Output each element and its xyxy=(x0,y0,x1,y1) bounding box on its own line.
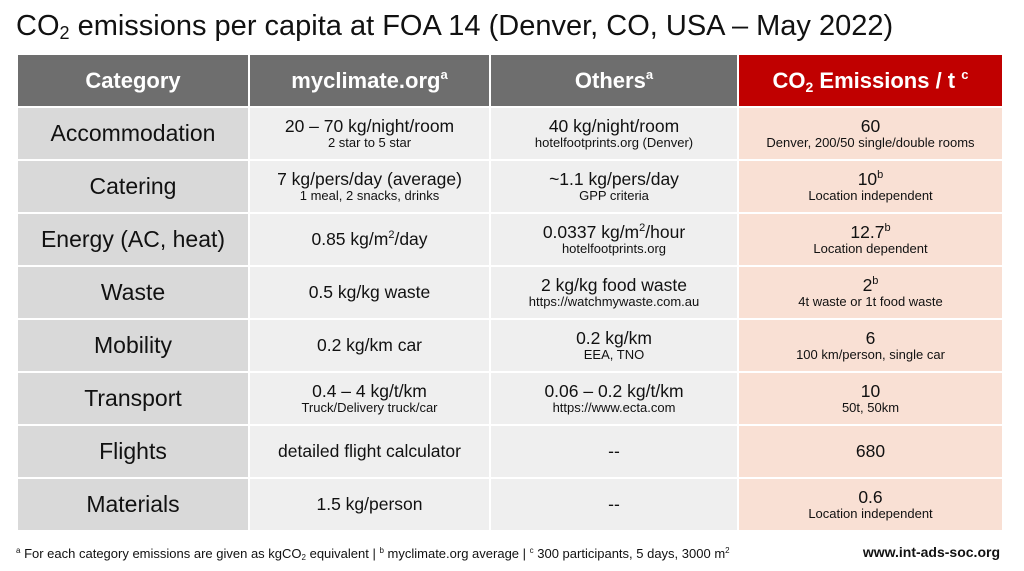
category-cell: Mobility xyxy=(17,319,249,372)
others-cell xyxy=(490,213,738,266)
cell-value: 0.2 kg/km xyxy=(576,327,652,348)
cell-value: 0.5 kg/kg waste xyxy=(308,282,431,303)
cell-value: 6 xyxy=(865,327,876,348)
emissions-cell xyxy=(738,213,1003,266)
cell-value: 0.0337 $kg/m^2$/hour xyxy=(542,221,686,242)
cell-note: EEA, TNO xyxy=(583,347,645,363)
cell-value: 0.85 $kg/m^2$/day xyxy=(311,229,428,250)
table-row xyxy=(17,478,1003,531)
table-header-row xyxy=(17,55,1003,107)
cell-value: 12.7$^b$ xyxy=(850,221,891,242)
others-cell xyxy=(490,372,738,425)
cell-note: 1 meal, 2 snacks, drinks xyxy=(299,188,440,204)
cell-note: GPP criteria xyxy=(579,188,649,204)
cell-note: 50t, 50km xyxy=(841,400,900,416)
category-cell: Transport xyxy=(17,372,249,425)
myclimate-cell xyxy=(249,319,490,372)
myclimate-cell xyxy=(249,160,490,213)
emissions-cell xyxy=(738,266,1003,319)
cell-value: 1.5 kg/person xyxy=(316,494,423,515)
emissions-cell xyxy=(738,372,1003,425)
emissions-cell xyxy=(738,319,1003,372)
table-row xyxy=(17,319,1003,372)
emissions-cell xyxy=(738,425,1003,478)
table-row xyxy=(17,266,1003,319)
cell-note: Location dependent xyxy=(813,241,928,257)
cell-value: 0.4 – 4 kg/t/km xyxy=(312,380,427,401)
table-row xyxy=(17,213,1003,266)
table-row xyxy=(17,107,1003,160)
cell-note: 100 km/person, single car xyxy=(796,347,945,363)
others-cell xyxy=(490,107,738,160)
cell-note: Location independent xyxy=(808,188,933,204)
myclimate-cell xyxy=(249,107,490,160)
header-emissions: $CO_2$ Emissions / t $^c$ xyxy=(738,55,1003,107)
category-cell: Accommodation xyxy=(17,107,249,160)
website-label: www.int-ads-soc.org xyxy=(862,544,1000,560)
cell-value: detailed flight calculator xyxy=(278,441,461,462)
slide-title: $CO_2$ emissions per capita at FOA 14 (Denver, CO, USA – May 2022) xyxy=(16,10,894,43)
cell-value: 7 kg/pers/day (average) xyxy=(277,168,462,189)
cell-value: -- xyxy=(608,441,620,462)
others-cell xyxy=(490,160,738,213)
cell-note: https://watchmywaste.com.au xyxy=(528,294,700,310)
cell-note: https://www.ecta.com xyxy=(552,400,676,416)
myclimate-cell xyxy=(249,372,490,425)
myclimate-cell xyxy=(249,425,490,478)
cell-value: 2 kg/kg food waste xyxy=(541,274,687,295)
header-others: Others$^a$ xyxy=(490,55,738,107)
cell-value: 680 xyxy=(855,441,886,462)
emissions-cell xyxy=(738,107,1003,160)
table-row xyxy=(17,425,1003,478)
category-cell: Materials xyxy=(17,478,249,531)
table-row xyxy=(17,160,1003,213)
cell-value: ~1.1 kg/pers/day xyxy=(549,168,679,189)
cell-value: 0.06 – 0.2 kg/t/km xyxy=(544,380,684,401)
emissions-cell xyxy=(738,160,1003,213)
cell-value: 40 kg/night/room xyxy=(548,115,680,136)
table-row xyxy=(17,372,1003,425)
cell-value: 0.2 kg/km car xyxy=(316,335,423,356)
category-cell: Energy (AC, heat) xyxy=(17,213,249,266)
category-cell: Flights xyxy=(17,425,249,478)
cell-value: 10 xyxy=(860,380,881,401)
header-myclimate: myclimate.org$^a$ xyxy=(249,55,490,107)
others-cell xyxy=(490,319,738,372)
category-cell: Waste xyxy=(17,266,249,319)
emissions-table xyxy=(16,55,1004,532)
cell-note: 4t waste or 1t food waste xyxy=(798,294,943,310)
others-cell xyxy=(490,266,738,319)
cell-value: 20 – 70 kg/night/room xyxy=(284,115,455,136)
cell-value: 60 xyxy=(860,115,881,136)
myclimate-cell xyxy=(249,478,490,531)
cell-note: 2 star to 5 star xyxy=(327,135,412,151)
cell-value: -- xyxy=(608,494,620,515)
cell-value: 0.6 xyxy=(858,486,883,507)
header-category: Category xyxy=(17,55,249,107)
cell-note: Denver, 200/50 single/double rooms xyxy=(766,135,975,151)
others-cell xyxy=(490,425,738,478)
myclimate-cell xyxy=(249,213,490,266)
cell-note: Location independent xyxy=(808,506,933,522)
others-cell xyxy=(490,478,738,531)
footnote: $^a$ For each category emissions are given as kgCO$_2$ equivalent | $^b$ myclimate.org average | $^c$ 300 participants, 5 days, 3000 $m^2$ xyxy=(16,546,730,562)
cell-value: 2$^b$ xyxy=(862,274,879,295)
myclimate-cell xyxy=(249,266,490,319)
cell-note: Truck/Delivery truck/car xyxy=(301,400,438,416)
emissions-cell xyxy=(738,478,1003,531)
cell-note: hotelfootprints.org (Denver) xyxy=(534,135,694,151)
category-cell: Catering xyxy=(17,160,249,213)
cell-value: 10$^b$ xyxy=(857,168,884,189)
cell-note: hotelfootprints.org xyxy=(561,241,667,257)
